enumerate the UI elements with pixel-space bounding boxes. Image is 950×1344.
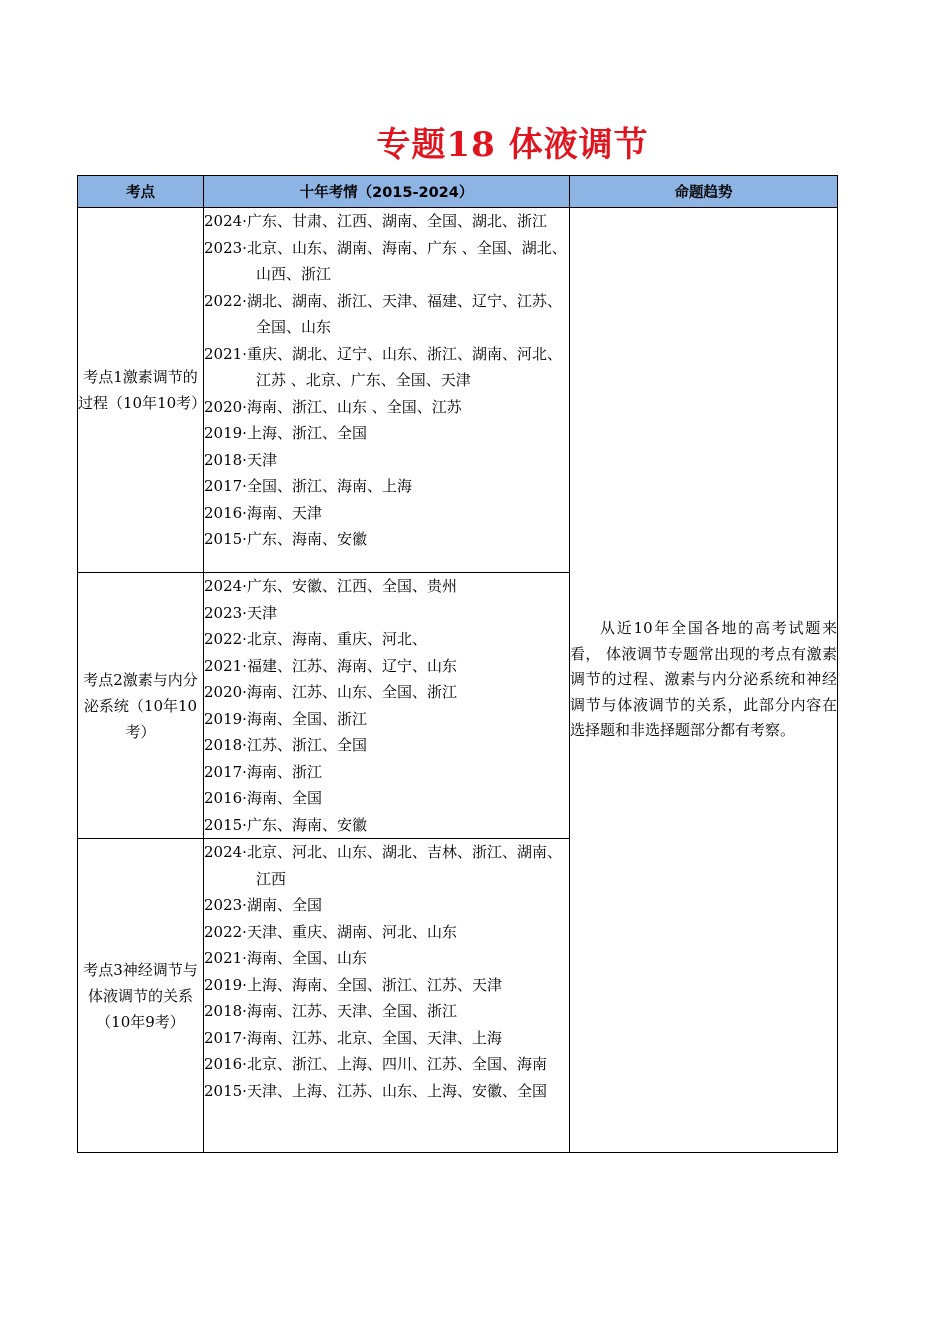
header-years: 十年考情（2015-2024）	[204, 176, 570, 208]
year-line: 2021·海南、全国、山东	[204, 949, 367, 967]
years-cell-3	[204, 839, 570, 1153]
year-line: 2021·福建、江苏、海南、辽宁、山东	[204, 656, 457, 675]
year-line: 2015·天津、上海、江苏、山东、上海、安徽、全国	[204, 1081, 547, 1100]
exam-topic-table	[77, 175, 838, 1153]
point-cell-3: 考点3神经调节与体液调节的关系（10年9考）	[78, 839, 204, 1153]
year-line: 2020·海南、江苏、山东、全国、浙江	[204, 683, 457, 701]
year-line: 2024·广东、甘肃、江西、湖南、全国、湖北、浙江	[204, 212, 547, 230]
years-cell-2	[204, 573, 570, 839]
year-line: 2022·北京、海南、重庆、河北、	[204, 630, 427, 648]
year-line: 2023·天津	[204, 603, 277, 622]
year-line: 2015·广东、海南、安徽	[204, 815, 367, 834]
year-line: 2018·天津	[204, 450, 277, 469]
year-line: 2016·海南、天津	[204, 503, 322, 522]
year-line: 2023·北京、山东、湖南、海南、广东 、全国、湖北、山西、浙江	[204, 238, 567, 283]
year-line: 2017·海南、浙江	[204, 762, 322, 781]
year-line: 2024·北京、河北、山东、湖北、吉林、浙江、湖南、江西	[204, 843, 562, 888]
year-line: 2019·海南、全国、浙江	[204, 709, 367, 728]
point-cell-1: 考点1激素调节的过程（10年10考）	[78, 208, 204, 573]
year-line: 2018·江苏、浙江、全国	[204, 736, 367, 754]
year-line: 2017·全国、浙江、海南、上海	[204, 477, 412, 495]
year-line: 2017·海南、江苏、北京、全国、天津、上海	[204, 1028, 502, 1047]
year-line: 2016·北京、浙江、上海、四川、江苏、全国、海南	[204, 1055, 547, 1073]
table-header-row	[78, 176, 838, 208]
year-line: 2021·重庆、湖北、辽宁、山东、浙江、湖南、河北、江苏 、北京、广东、全国、天津	[204, 344, 562, 389]
years-cell-1	[204, 208, 570, 573]
point-cell-2: 考点2激素与内分泌系统（10年10考）	[78, 573, 204, 839]
table-row	[78, 208, 838, 573]
trend-cell: 从近10年全国各地的高考试题来看， 体液调节专题常出现的考点有激素调节的过程、激素与内分泌系统和神经调节与体液调节的关系，此部分内容在选择题和非选择题部分都有考察。	[570, 208, 838, 1153]
year-line: 2022·湖北、湖南、浙江、天津、福建、辽宁、江苏、全国、山东	[204, 291, 562, 336]
year-line: 2019·上海、海南、全国、浙江、江苏、天津	[204, 975, 502, 994]
year-line: 2018·海南、江苏、天津、全国、浙江	[204, 1002, 457, 1020]
year-line: 2015·广东、海南、安徽	[204, 530, 367, 548]
year-line: 2020·海南、浙江、山东 、全国、江苏	[204, 397, 462, 416]
year-line: 2023·湖南、全国	[204, 896, 322, 914]
year-line: 2024·广东、安徽、江西、全国、贵州	[204, 577, 457, 595]
year-line: 2016·海南、全国	[204, 789, 322, 807]
header-point: 考点	[78, 176, 204, 208]
year-line: 2019·上海、浙江、全国	[204, 424, 367, 442]
header-trend: 命题趋势	[570, 176, 838, 208]
year-line: 2022·天津、重庆、湖南、河北、山东	[204, 922, 457, 941]
page-title: 专题18 体液调节	[376, 125, 649, 165]
